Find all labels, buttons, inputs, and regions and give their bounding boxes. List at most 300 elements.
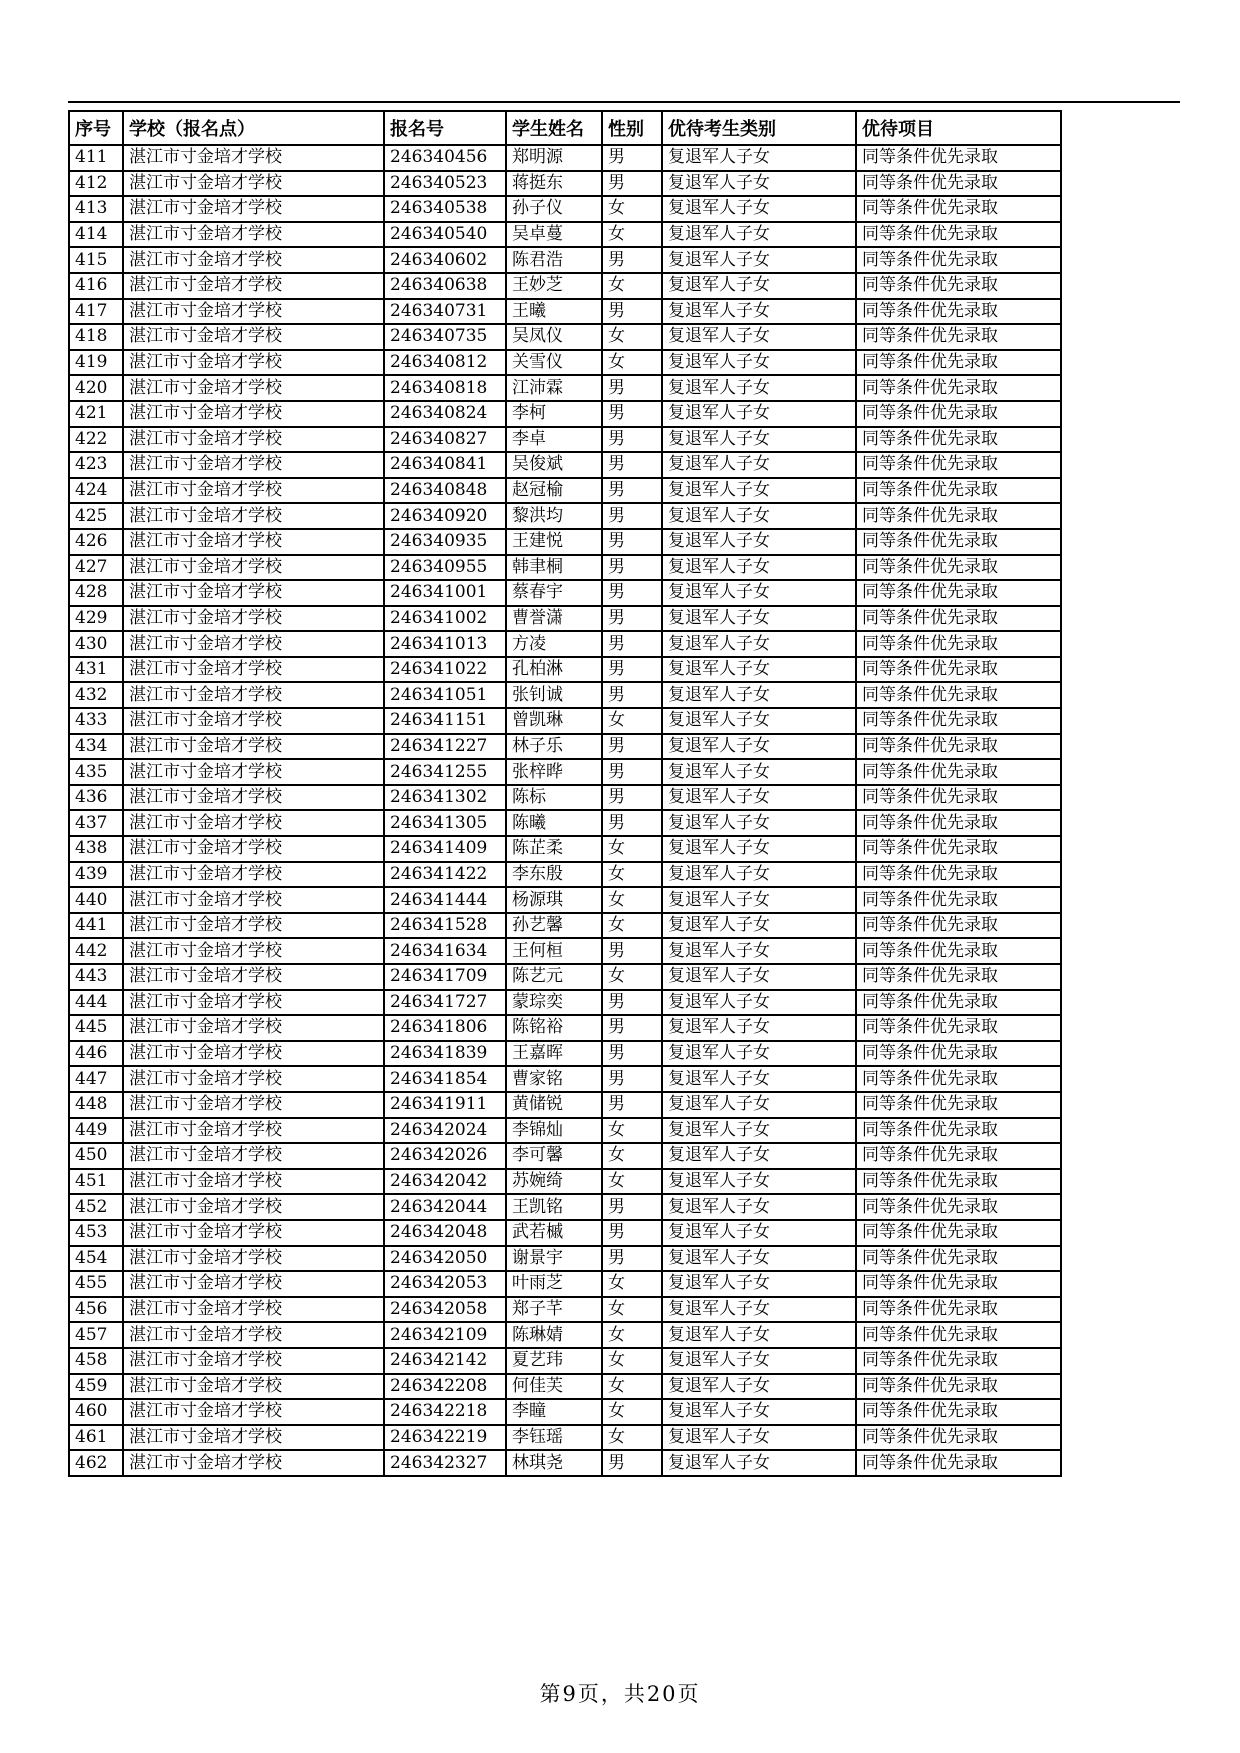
cell-seq: 431: [69, 657, 123, 683]
cell-school: 湛江市寸金培才学校: [123, 452, 384, 478]
table-row: [69, 196, 1061, 222]
cell-name: 陈琳婧: [506, 1322, 602, 1348]
cell-category: 复退军人子女: [662, 836, 856, 862]
cell-item: 同等条件优先录取: [856, 990, 1061, 1016]
cell-category: 复退军人子女: [662, 401, 856, 427]
table-row: [69, 145, 1061, 171]
table-row: [69, 503, 1061, 529]
cell-category: 复退军人子女: [662, 785, 856, 811]
table-row: [69, 1066, 1061, 1092]
cell-regno: 246341727: [384, 990, 506, 1016]
cell-name: 黄储锐: [506, 1092, 602, 1118]
cell-name: 孙艺馨: [506, 913, 602, 939]
table-row: [69, 222, 1061, 248]
table-row: [69, 964, 1061, 990]
cell-name: 李锦灿: [506, 1118, 602, 1144]
table-row: [69, 580, 1061, 606]
cell-name: 李东殷: [506, 862, 602, 888]
cell-item: 同等条件优先录取: [856, 350, 1061, 376]
cell-item: 同等条件优先录取: [856, 887, 1061, 913]
cell-name: 叶雨芝: [506, 1271, 602, 1297]
cell-regno: 246341227: [384, 734, 506, 760]
cell-school: 湛江市寸金培才学校: [123, 1015, 384, 1041]
table-row: [69, 913, 1061, 939]
cell-name: 苏婉绮: [506, 1169, 602, 1195]
cell-category: 复退军人子女: [662, 529, 856, 555]
cell-category: 复退军人子女: [662, 171, 856, 197]
cell-name: 李瞳: [506, 1399, 602, 1425]
cell-seq: 460: [69, 1399, 123, 1425]
cell-item: 同等条件优先录取: [856, 1399, 1061, 1425]
table-row: [69, 247, 1061, 273]
cell-regno: 246341444: [384, 887, 506, 913]
cell-category: 复退军人子女: [662, 145, 856, 171]
cell-name: 王嘉晖: [506, 1041, 602, 1067]
cell-category: 复退军人子女: [662, 1194, 856, 1220]
cell-school: 湛江市寸金培才学校: [123, 964, 384, 990]
cell-category: 复退军人子女: [662, 478, 856, 504]
cell-school: 湛江市寸金培才学校: [123, 990, 384, 1016]
cell-school: 湛江市寸金培才学校: [123, 1246, 384, 1272]
cell-gender: 男: [602, 759, 662, 785]
cell-regno: 246340523: [384, 171, 506, 197]
table-row: [69, 938, 1061, 964]
cell-item: 同等条件优先录取: [856, 1194, 1061, 1220]
cell-school: 湛江市寸金培才学校: [123, 785, 384, 811]
cell-category: 复退军人子女: [662, 299, 856, 325]
cell-gender: 女: [602, 324, 662, 350]
cell-name: 韩聿桐: [506, 555, 602, 581]
cell-item: 同等条件优先录取: [856, 222, 1061, 248]
cell-school: 湛江市寸金培才学校: [123, 810, 384, 836]
cell-item: 同等条件优先录取: [856, 1246, 1061, 1272]
cell-school: 湛江市寸金培才学校: [123, 171, 384, 197]
table-row: [69, 171, 1061, 197]
cell-item: 同等条件优先录取: [856, 1015, 1061, 1041]
cell-regno: 246340812: [384, 350, 506, 376]
cell-regno: 246341305: [384, 810, 506, 836]
cell-school: 湛江市寸金培才学校: [123, 836, 384, 862]
cell-regno: 246341634: [384, 938, 506, 964]
cell-name: 张钊诚: [506, 682, 602, 708]
cell-item: 同等条件优先录取: [856, 196, 1061, 222]
table-row: [69, 734, 1061, 760]
cell-gender: 女: [602, 1169, 662, 1195]
cell-seq: 456: [69, 1297, 123, 1323]
cell-gender: 女: [602, 273, 662, 299]
cell-category: 复退军人子女: [662, 1041, 856, 1067]
cell-regno: 246342048: [384, 1220, 506, 1246]
cell-item: 同等条件优先录取: [856, 1374, 1061, 1400]
cell-seq: 443: [69, 964, 123, 990]
cell-name: 曹誉潇: [506, 606, 602, 632]
cell-category: 复退军人子女: [662, 1220, 856, 1246]
header-item: 优待项目: [856, 111, 1061, 145]
cell-school: 湛江市寸金培才学校: [123, 503, 384, 529]
cell-category: 复退军人子女: [662, 631, 856, 657]
cell-name: 李可馨: [506, 1143, 602, 1169]
cell-school: 湛江市寸金培才学校: [123, 1092, 384, 1118]
cell-gender: 男: [602, 452, 662, 478]
cell-school: 湛江市寸金培才学校: [123, 273, 384, 299]
cell-seq: 453: [69, 1220, 123, 1246]
cell-regno: 246342050: [384, 1246, 506, 1272]
cell-gender: 男: [602, 375, 662, 401]
cell-regno: 246340538: [384, 196, 506, 222]
cell-school: 湛江市寸金培才学校: [123, 427, 384, 453]
cell-regno: 246341255: [384, 759, 506, 785]
cell-category: 复退军人子女: [662, 427, 856, 453]
cell-name: 黎洪均: [506, 503, 602, 529]
header-school: 学校（报名点）: [123, 111, 384, 145]
cell-gender: 男: [602, 401, 662, 427]
cell-regno: 246341013: [384, 631, 506, 657]
cell-seq: 442: [69, 938, 123, 964]
cell-school: 湛江市寸金培才学校: [123, 1348, 384, 1374]
cell-name: 林琪尧: [506, 1450, 602, 1476]
cell-gender: 女: [602, 913, 662, 939]
table-row: [69, 759, 1061, 785]
cell-seq: 439: [69, 862, 123, 888]
cell-gender: 女: [602, 836, 662, 862]
table-row: [69, 1143, 1061, 1169]
cell-category: 复退军人子女: [662, 862, 856, 888]
table-row: [69, 708, 1061, 734]
cell-name: 陈君浩: [506, 247, 602, 273]
cell-gender: 女: [602, 964, 662, 990]
cell-seq: 452: [69, 1194, 123, 1220]
cell-category: 复退军人子女: [662, 1066, 856, 1092]
cell-item: 同等条件优先录取: [856, 1425, 1061, 1451]
cell-school: 湛江市寸金培才学校: [123, 247, 384, 273]
cell-regno: 246342058: [384, 1297, 506, 1323]
cell-category: 复退军人子女: [662, 1425, 856, 1451]
cell-regno: 246342218: [384, 1399, 506, 1425]
cell-gender: 女: [602, 1297, 662, 1323]
cell-item: 同等条件优先录取: [856, 427, 1061, 453]
cell-school: 湛江市寸金培才学校: [123, 555, 384, 581]
cell-seq: 421: [69, 401, 123, 427]
cell-item: 同等条件优先录取: [856, 1118, 1061, 1144]
table-row: [69, 350, 1061, 376]
cell-school: 湛江市寸金培才学校: [123, 1450, 384, 1476]
cell-school: 湛江市寸金培才学校: [123, 529, 384, 555]
cell-category: 复退军人子女: [662, 1297, 856, 1323]
cell-school: 湛江市寸金培才学校: [123, 913, 384, 939]
cell-item: 同等条件优先录取: [856, 145, 1061, 171]
cell-category: 复退军人子女: [662, 196, 856, 222]
cell-item: 同等条件优先录取: [856, 324, 1061, 350]
cell-regno: 246342042: [384, 1169, 506, 1195]
cell-regno: 246340602: [384, 247, 506, 273]
cell-name: 蔡春宇: [506, 580, 602, 606]
table-row: [69, 862, 1061, 888]
cell-gender: 女: [602, 708, 662, 734]
cell-school: 湛江市寸金培才学校: [123, 1143, 384, 1169]
table-row: [69, 273, 1061, 299]
cell-category: 复退军人子女: [662, 1374, 856, 1400]
cell-item: 同等条件优先录取: [856, 503, 1061, 529]
print-area-top-rule: [68, 101, 1180, 103]
cell-seq: 444: [69, 990, 123, 1016]
cell-gender: 男: [602, 529, 662, 555]
cell-gender: 女: [602, 1143, 662, 1169]
cell-item: 同等条件优先录取: [856, 810, 1061, 836]
cell-category: 复退军人子女: [662, 759, 856, 785]
cell-item: 同等条件优先录取: [856, 1143, 1061, 1169]
cell-seq: 434: [69, 734, 123, 760]
cell-gender: 男: [602, 1246, 662, 1272]
cell-category: 复退军人子女: [662, 913, 856, 939]
cell-gender: 男: [602, 1450, 662, 1476]
cell-name: 李柯: [506, 401, 602, 427]
cell-item: 同等条件优先录取: [856, 1220, 1061, 1246]
cell-school: 湛江市寸金培才学校: [123, 1169, 384, 1195]
cell-school: 湛江市寸金培才学校: [123, 682, 384, 708]
table-row: [69, 1220, 1061, 1246]
cell-item: 同等条件优先录取: [856, 964, 1061, 990]
cell-seq: 427: [69, 555, 123, 581]
cell-gender: 女: [602, 222, 662, 248]
cell-school: 湛江市寸金培才学校: [123, 1220, 384, 1246]
cell-seq: 433: [69, 708, 123, 734]
cell-seq: 411: [69, 145, 123, 171]
cell-category: 复退军人子女: [662, 1169, 856, 1195]
cell-category: 复退军人子女: [662, 1348, 856, 1374]
cell-name: 夏艺玮: [506, 1348, 602, 1374]
table-row: [69, 1297, 1061, 1323]
cell-seq: 432: [69, 682, 123, 708]
cell-school: 湛江市寸金培才学校: [123, 631, 384, 657]
cell-item: 同等条件优先录取: [856, 171, 1061, 197]
cell-seq: 418: [69, 324, 123, 350]
cell-category: 复退军人子女: [662, 1322, 856, 1348]
cell-seq: 413: [69, 196, 123, 222]
cell-seq: 441: [69, 913, 123, 939]
cell-school: 湛江市寸金培才学校: [123, 759, 384, 785]
cell-item: 同等条件优先录取: [856, 580, 1061, 606]
cell-item: 同等条件优先录取: [856, 785, 1061, 811]
cell-regno: 246341001: [384, 580, 506, 606]
cell-regno: 246341422: [384, 862, 506, 888]
cell-name: 谢景宇: [506, 1246, 602, 1272]
cell-gender: 男: [602, 1220, 662, 1246]
cell-name: 王建悦: [506, 529, 602, 555]
cell-name: 关雪仪: [506, 350, 602, 376]
cell-regno: 246341911: [384, 1092, 506, 1118]
cell-category: 复退军人子女: [662, 606, 856, 632]
cell-name: 王何桓: [506, 938, 602, 964]
cell-name: 王妙芝: [506, 273, 602, 299]
table-row: [69, 401, 1061, 427]
cell-seq: 450: [69, 1143, 123, 1169]
cell-seq: 424: [69, 478, 123, 504]
table-row: [69, 1374, 1061, 1400]
table-body: [69, 145, 1061, 1476]
table-row: [69, 887, 1061, 913]
cell-gender: 男: [602, 171, 662, 197]
cell-regno: 246340456: [384, 145, 506, 171]
cell-school: 湛江市寸金培才学校: [123, 1118, 384, 1144]
table-row: [69, 606, 1061, 632]
cell-school: 湛江市寸金培才学校: [123, 657, 384, 683]
table-row: [69, 1015, 1061, 1041]
cell-regno: 246341022: [384, 657, 506, 683]
cell-seq: 430: [69, 631, 123, 657]
cell-regno: 246341302: [384, 785, 506, 811]
cell-school: 湛江市寸金培才学校: [123, 222, 384, 248]
cell-gender: 女: [602, 887, 662, 913]
table-row: [69, 1450, 1061, 1476]
cell-gender: 男: [602, 555, 662, 581]
cell-seq: 423: [69, 452, 123, 478]
cell-item: 同等条件优先录取: [856, 1297, 1061, 1323]
cell-name: 方凌: [506, 631, 602, 657]
cell-gender: 女: [602, 862, 662, 888]
cell-item: 同等条件优先录取: [856, 759, 1061, 785]
header-row: [69, 111, 1061, 145]
cell-seq: 457: [69, 1322, 123, 1348]
cell-name: 陈艺元: [506, 964, 602, 990]
cell-gender: 男: [602, 1015, 662, 1041]
cell-gender: 女: [602, 1425, 662, 1451]
cell-regno: 246340848: [384, 478, 506, 504]
cell-school: 湛江市寸金培才学校: [123, 299, 384, 325]
table-row: [69, 810, 1061, 836]
cell-school: 湛江市寸金培才学校: [123, 1041, 384, 1067]
cell-school: 湛江市寸金培才学校: [123, 196, 384, 222]
cell-regno: 246340735: [384, 324, 506, 350]
cell-gender: 女: [602, 1271, 662, 1297]
cell-seq: 454: [69, 1246, 123, 1272]
cell-category: 复退军人子女: [662, 1118, 856, 1144]
cell-regno: 246340818: [384, 375, 506, 401]
cell-seq: 445: [69, 1015, 123, 1041]
cell-name: 蒋挺东: [506, 171, 602, 197]
cell-school: 湛江市寸金培才学校: [123, 708, 384, 734]
cell-name: 吴凤仪: [506, 324, 602, 350]
cell-name: 曾凯琳: [506, 708, 602, 734]
cell-seq: 458: [69, 1348, 123, 1374]
cell-gender: 女: [602, 1374, 662, 1400]
cell-seq: 412: [69, 171, 123, 197]
cell-category: 复退军人子女: [662, 708, 856, 734]
cell-school: 湛江市寸金培才学校: [123, 1194, 384, 1220]
cell-category: 复退军人子女: [662, 734, 856, 760]
header-gender: 性别: [602, 111, 662, 145]
cell-seq: 437: [69, 810, 123, 836]
cell-item: 同等条件优先录取: [856, 682, 1061, 708]
cell-name: 赵冠榆: [506, 478, 602, 504]
cell-gender: 男: [602, 938, 662, 964]
table-row: [69, 1348, 1061, 1374]
cell-item: 同等条件优先录取: [856, 938, 1061, 964]
cell-seq: 440: [69, 887, 123, 913]
table-row: [69, 1169, 1061, 1195]
cell-gender: 男: [602, 1041, 662, 1067]
cell-category: 复退军人子女: [662, 555, 856, 581]
table-row: [69, 785, 1061, 811]
cell-name: 李卓: [506, 427, 602, 453]
cell-seq: 428: [69, 580, 123, 606]
cell-regno: 246340920: [384, 503, 506, 529]
table-row: [69, 324, 1061, 350]
cell-regno: 246342109: [384, 1322, 506, 1348]
cell-seq: 436: [69, 785, 123, 811]
cell-school: 湛江市寸金培才学校: [123, 1399, 384, 1425]
page-footer: 第9页，共20页: [539, 1682, 701, 1706]
table-row: [69, 657, 1061, 683]
table-header: [69, 111, 1061, 145]
table-row: [69, 1246, 1061, 1272]
table-row: [69, 452, 1061, 478]
cell-school: 湛江市寸金培才学校: [123, 324, 384, 350]
cell-regno: 246342024: [384, 1118, 506, 1144]
cell-category: 复退军人子女: [662, 222, 856, 248]
cell-school: 湛江市寸金培才学校: [123, 862, 384, 888]
cell-regno: 246340824: [384, 401, 506, 427]
table-row: [69, 478, 1061, 504]
cell-item: 同等条件优先录取: [856, 273, 1061, 299]
cell-gender: 男: [602, 1066, 662, 1092]
cell-name: 孙子仪: [506, 196, 602, 222]
cell-regno: 246341528: [384, 913, 506, 939]
cell-seq: 414: [69, 222, 123, 248]
cell-item: 同等条件优先录取: [856, 631, 1061, 657]
cell-category: 复退军人子女: [662, 452, 856, 478]
cell-gender: 男: [602, 247, 662, 273]
cell-category: 复退军人子女: [662, 375, 856, 401]
cell-name: 何佳芙: [506, 1374, 602, 1400]
cell-gender: 男: [602, 682, 662, 708]
cell-item: 同等条件优先录取: [856, 299, 1061, 325]
cell-name: 孔柏淋: [506, 657, 602, 683]
cell-name: 陈标: [506, 785, 602, 811]
table-row: [69, 1399, 1061, 1425]
cell-name: 林子乐: [506, 734, 602, 760]
cell-name: 陈芷柔: [506, 836, 602, 862]
cell-gender: 女: [602, 350, 662, 376]
cell-category: 复退军人子女: [662, 350, 856, 376]
cell-name: 吴俊斌: [506, 452, 602, 478]
cell-name: 吴卓蔓: [506, 222, 602, 248]
table-row: [69, 990, 1061, 1016]
cell-school: 湛江市寸金培才学校: [123, 478, 384, 504]
cell-item: 同等条件优先录取: [856, 1066, 1061, 1092]
cell-item: 同等条件优先录取: [856, 862, 1061, 888]
cell-regno: 246341151: [384, 708, 506, 734]
header-name: 学生姓名: [506, 111, 602, 145]
cell-item: 同等条件优先录取: [856, 529, 1061, 555]
table-row: [69, 1194, 1061, 1220]
cell-gender: 男: [602, 1092, 662, 1118]
cell-name: 郑子芊: [506, 1297, 602, 1323]
table-row: [69, 1118, 1061, 1144]
cell-item: 同等条件优先录取: [856, 1348, 1061, 1374]
header-regno: 报名号: [384, 111, 506, 145]
cell-seq: 461: [69, 1425, 123, 1451]
cell-regno: 246341002: [384, 606, 506, 632]
cell-school: 湛江市寸金培才学校: [123, 1066, 384, 1092]
cell-school: 湛江市寸金培才学校: [123, 606, 384, 632]
cell-regno: 246340731: [384, 299, 506, 325]
table-row: [69, 427, 1061, 453]
cell-seq: 435: [69, 759, 123, 785]
cell-category: 复退军人子女: [662, 964, 856, 990]
cell-seq: 426: [69, 529, 123, 555]
cell-category: 复退军人子女: [662, 324, 856, 350]
header-seq: 序号: [69, 111, 123, 145]
